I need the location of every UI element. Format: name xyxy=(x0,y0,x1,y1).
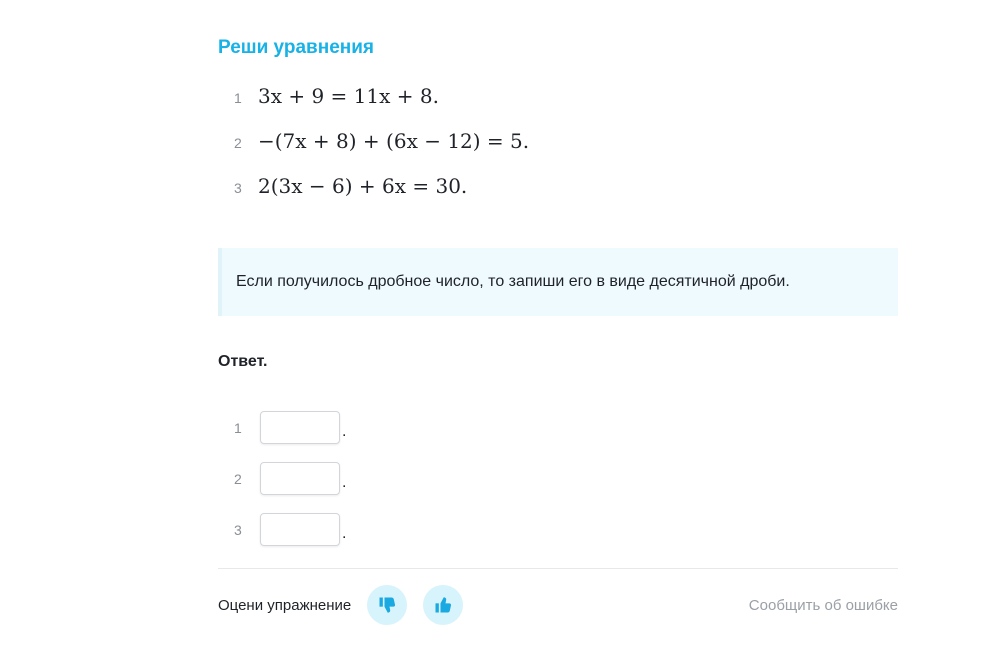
equation-text: 3x + 9 = 11x + 8. xyxy=(258,84,439,108)
exercise-footer xyxy=(218,585,898,625)
answer-suffix: . xyxy=(342,423,347,440)
answer-label: Ответ. xyxy=(218,353,268,370)
answer-number: 2 xyxy=(234,470,242,487)
answer-suffix: . xyxy=(342,525,347,542)
answer-suffix: . xyxy=(342,474,347,491)
exercise-content xyxy=(218,34,898,555)
footer-divider xyxy=(218,568,898,569)
answer-number: 3 xyxy=(234,521,242,538)
exercise-title: Реши уравнения xyxy=(218,37,375,58)
report-error-link[interactable]: Сообщить об ошибке xyxy=(748,596,898,614)
dislike-button[interactable] xyxy=(367,585,407,625)
answer-input-3[interactable] xyxy=(260,513,340,546)
equation-item xyxy=(218,129,898,174)
hint-box xyxy=(218,248,898,316)
answer-input-2[interactable] xyxy=(260,462,340,495)
equation-number: 1 xyxy=(234,90,242,106)
answer-list xyxy=(218,402,898,555)
equation-item xyxy=(218,174,898,219)
like-button[interactable] xyxy=(423,585,463,625)
answer-number: 1 xyxy=(234,419,242,436)
answer-row xyxy=(218,504,898,555)
equation-number: 3 xyxy=(234,180,242,196)
answer-row xyxy=(218,402,898,453)
answer-row xyxy=(218,453,898,504)
equation-text: −(7x + 8) + (6x − 12) = 5. xyxy=(258,129,530,153)
equation-text: 2(3x − 6) + 6x = 30. xyxy=(258,174,468,198)
rate-label: Оцени упражнение xyxy=(218,596,352,614)
hint-text: Если получилось дробное число, то запиши его в виде десятичной дроби. xyxy=(236,273,790,290)
thumbs-down-icon xyxy=(377,595,397,615)
equation-number: 2 xyxy=(234,135,242,151)
thumbs-up-icon xyxy=(433,595,453,615)
equation-list xyxy=(218,84,898,219)
answer-input-1[interactable] xyxy=(260,411,340,444)
equation-item xyxy=(218,84,898,129)
